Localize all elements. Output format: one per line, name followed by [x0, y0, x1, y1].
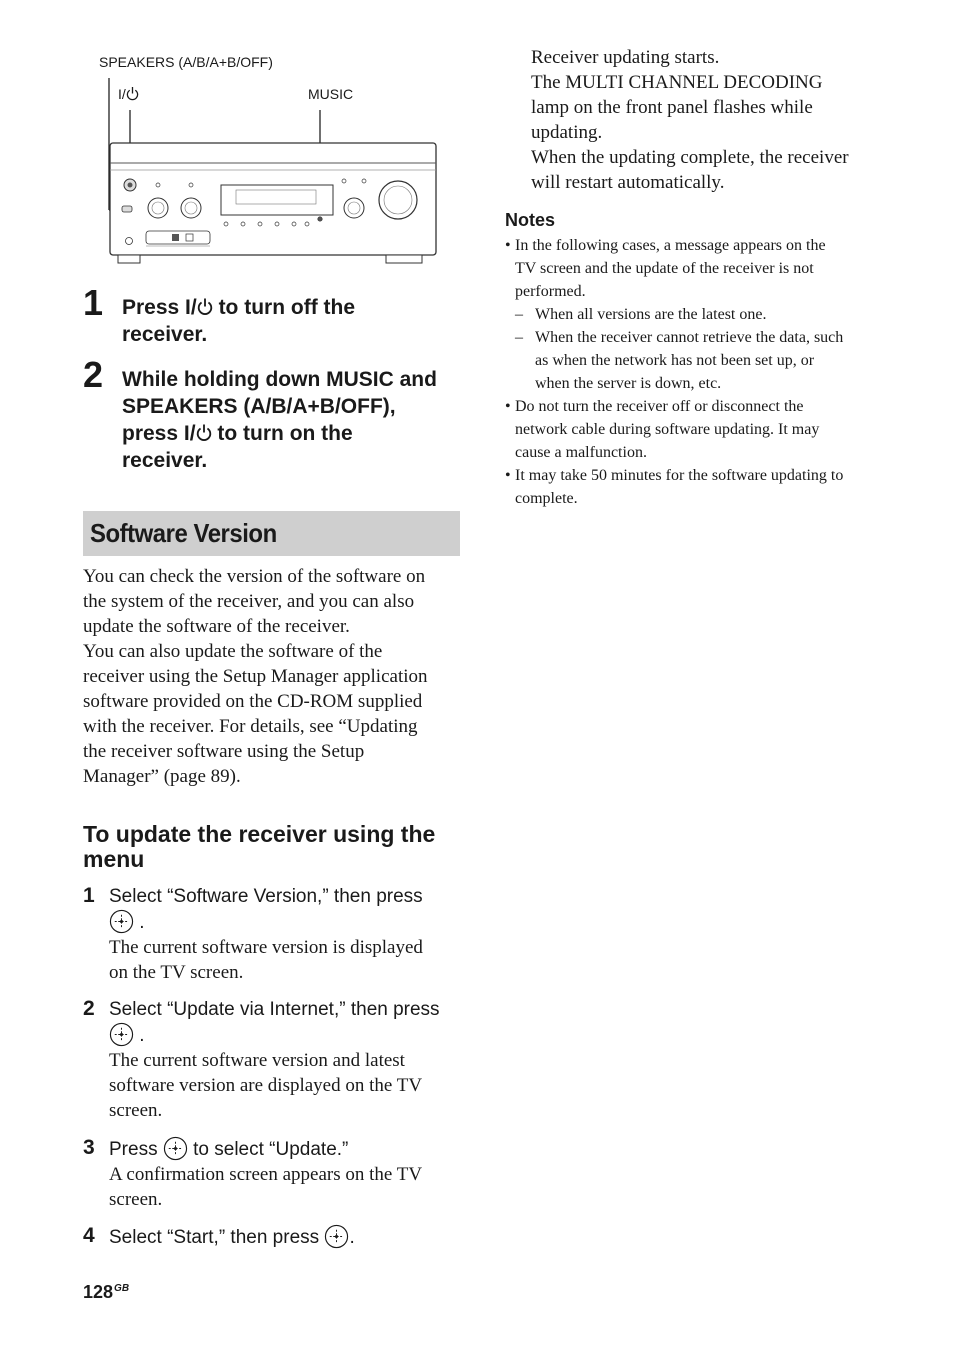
note-item: • Do not turn the receiver off or disconnect the network cable during software updating. It may cause a malfunction.: [505, 398, 820, 461]
callout-music: MUSIC: [308, 86, 354, 102]
step-number: 4: [83, 1224, 95, 1247]
receiver-illustration: [96, 48, 446, 270]
step-number: 3: [83, 1136, 95, 1159]
menu-step-4: Select “Start,” then press .: [109, 1224, 469, 1250]
power-off-step: Press I/ to turn off the receiver.: [122, 296, 356, 346]
enter-button-icon: [163, 1136, 188, 1161]
step-number: 1: [83, 884, 95, 907]
note-item: • It may take 50 minutes for the software updating to complete.: [505, 467, 844, 507]
note-subitem: – When all versions are the latest one.: [515, 306, 767, 323]
step-number: 2: [83, 354, 104, 395]
callout-speakers: SPEAKERS (A/B/A+B/OFF): [99, 54, 273, 70]
notes-list: [505, 234, 905, 510]
power-icon: [196, 423, 212, 442]
note-item: • In the following cases, a message appears on the TV screen and the update of the receiver is not performed.: [505, 237, 826, 300]
note-subitem: – When the receiver cannot retrieve the data, such as when the network has not been set up, or when the server is down, etc.: [515, 329, 844, 392]
power-icon: [197, 297, 213, 316]
enter-button-icon: [109, 909, 134, 934]
enter-button-icon: [324, 1224, 349, 1249]
enter-button-icon: [109, 1022, 134, 1047]
section-header: [83, 511, 460, 556]
power-on-step: While holding down MUSIC and SPEAKERS (A/B/A+B/OFF), press I/ to turn on the receiver.: [122, 368, 437, 472]
callout-power: I/: [118, 86, 139, 102]
intro-paragraph: You can check the version of the software on the system of the receiver, and you can also update the software of the receiver. You can also update the software of the receiver using the Setup Manager application software provided on the CD-ROM supplied with the receiver. For details, see “Updating the receiver software using the Setup Manager” (page 89).: [83, 566, 428, 787]
update-progress-text: Receiver updating starts. The MULTI CHANNEL DECODING lamp on the front panel flashes while updating. When the updating complete, the receiver will restart automatically.: [531, 47, 849, 193]
receiver-front-panel-diagram: [96, 48, 446, 270]
menu-step-3: Press to select “Update.” A confirmation screen appears on the TV screen.: [109, 1136, 469, 1212]
menu-step-2: Select “Update via Internet,” then press . The current software version and latest software version are displayed on the TV screen.: [109, 999, 440, 1121]
step-number: 2: [83, 997, 95, 1020]
subheading: To update the receiver using the menu: [83, 821, 436, 872]
menu-step-1: Select “Software Version,” then press . The current software version is displayed on the TV screen.: [109, 886, 423, 983]
step-number: 1: [83, 282, 104, 323]
page-number: $128^{GB}$: [83, 1282, 130, 1302]
notes-heading: Notes: [505, 210, 556, 230]
section-title: Software Version: [90, 518, 277, 548]
